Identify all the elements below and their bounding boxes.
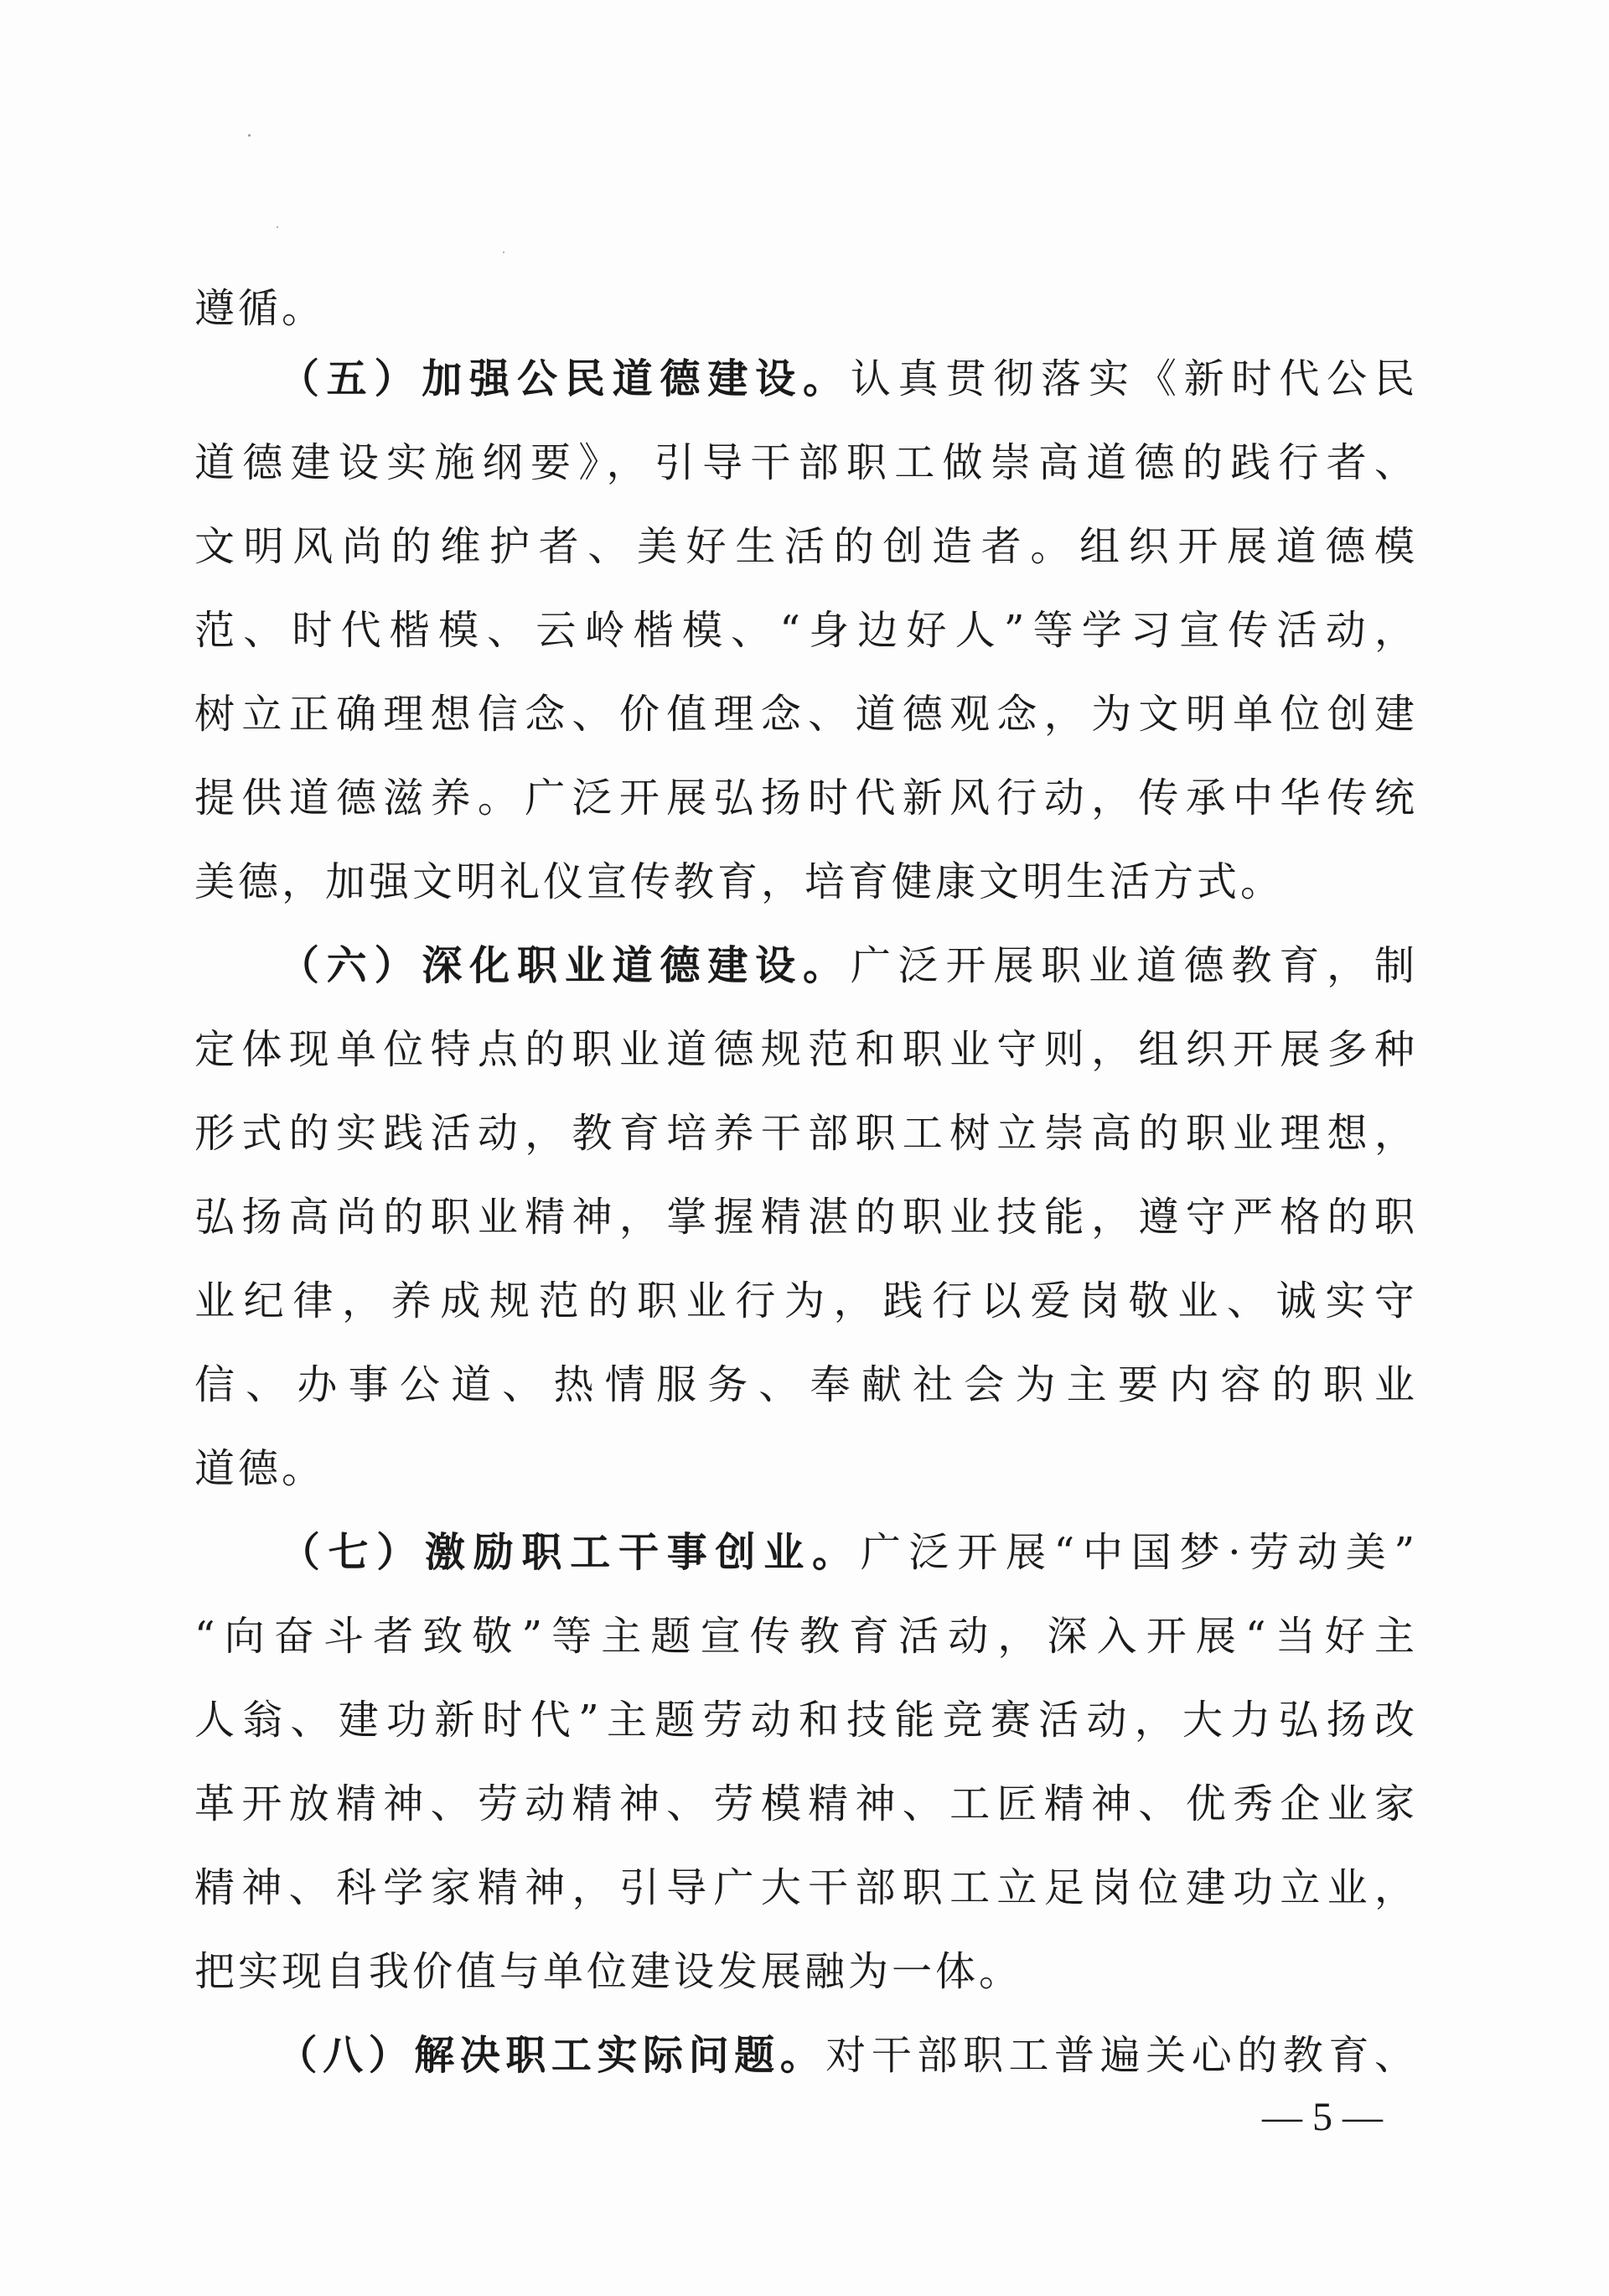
- text-line: [194, 941, 1418, 991]
- text-line: [194, 521, 1418, 572]
- body-text: 革开放精神、劳动精神、劳模精神、工匠精神、优秀企业家: [194, 1780, 1418, 1827]
- body-text: 弘扬高尚的职业精神，掌握精湛的职业技能，遵守严格的职: [194, 1194, 1418, 1241]
- text-line: [194, 438, 1418, 488]
- text-line: [194, 773, 1418, 823]
- body-text: 道德。: [194, 1445, 326, 1492]
- text-line: [194, 1527, 1418, 1578]
- text-line: [194, 1695, 1418, 1745]
- text-line: [194, 689, 1418, 739]
- body-text: 道德建设实施纲要》，引导干部职工做崇高道德的践行者、: [194, 439, 1418, 486]
- body-text: 对干部职工普遍关心的教育、: [825, 2032, 1418, 2079]
- body-text: 广泛开展职业道德教育，制: [850, 942, 1418, 989]
- text-line: [194, 1443, 1418, 1494]
- scan-speck: [277, 226, 278, 228]
- text-line: [194, 1863, 1418, 1913]
- text-line: [194, 1611, 1418, 1661]
- body-text: 人翁、建功新时代”主题劳动和技能竞赛活动，大力弘扬改: [194, 1697, 1418, 1744]
- text-line: [194, 605, 1418, 656]
- text-line: [194, 354, 1418, 404]
- body-text: 范、时代楷模、云岭楷模、“身边好人”等学习宣传活动，: [194, 607, 1418, 654]
- body-text: 遵循。: [194, 285, 326, 332]
- text-line: [194, 283, 1418, 334]
- text-line: [194, 2030, 1418, 2081]
- text-line: [194, 1779, 1418, 1829]
- section-heading: （六）深化职业道德建设。: [275, 942, 851, 989]
- body-text: “向奋斗者致敬”等主题宣传教育活动，深入开展“当好主: [194, 1613, 1418, 1660]
- page-number: — 5 —: [1262, 2095, 1383, 2139]
- section-heading: （七）激励职工干事创业。: [275, 1529, 861, 1576]
- body-text: 精神、科学家精神，引导广大干部职工立足岗位建功立业，: [194, 1864, 1418, 1911]
- scan-speck: [248, 134, 251, 137]
- body-text: 信、办事公道、热情服务、奉献社会为主要内容的职业: [194, 1361, 1418, 1408]
- body-text: 树立正确理想信念、价值理念、道德观念，为文明单位创建: [194, 691, 1418, 738]
- scan-speck: [503, 251, 504, 253]
- body-text: 认真贯彻落实《新时代公民: [850, 355, 1418, 402]
- body-text: 定体现单位特点的职业道德规范和职业守则，组织开展多种: [194, 1026, 1418, 1073]
- text-line: [194, 1276, 1418, 1326]
- body-text: 业纪律，养成规范的职业行为，践行以爱岗敬业、诚实守: [194, 1278, 1418, 1324]
- body-text: 美德，加强文明礼仪宣传教育，培育健康文明生活方式。: [194, 858, 1285, 905]
- section-heading: （八）解决职工实际问题。: [275, 2032, 826, 2079]
- body-text: 广泛开展“中国梦·劳动美”: [860, 1529, 1418, 1576]
- text-line: [194, 1108, 1418, 1158]
- text-line: [194, 857, 1418, 907]
- body-text: 形式的实践活动，教育培养干部职工树立崇高的职业理想，: [194, 1110, 1418, 1157]
- text-line: [194, 1192, 1418, 1242]
- text-line: [194, 1024, 1418, 1075]
- body-text: 把实现自我价值与单位建设发展融为一体。: [194, 1948, 1023, 1995]
- body-text: 提供道德滋养。广泛开展弘扬时代新风行动，传承中华传统: [194, 775, 1418, 821]
- section-heading: （五）加强公民道德建设。: [275, 355, 851, 402]
- text-line: [194, 1946, 1418, 1997]
- body-text: 文明风尚的维护者、美好生活的创造者。组织开展道德模: [194, 523, 1418, 570]
- text-line: [194, 1360, 1418, 1410]
